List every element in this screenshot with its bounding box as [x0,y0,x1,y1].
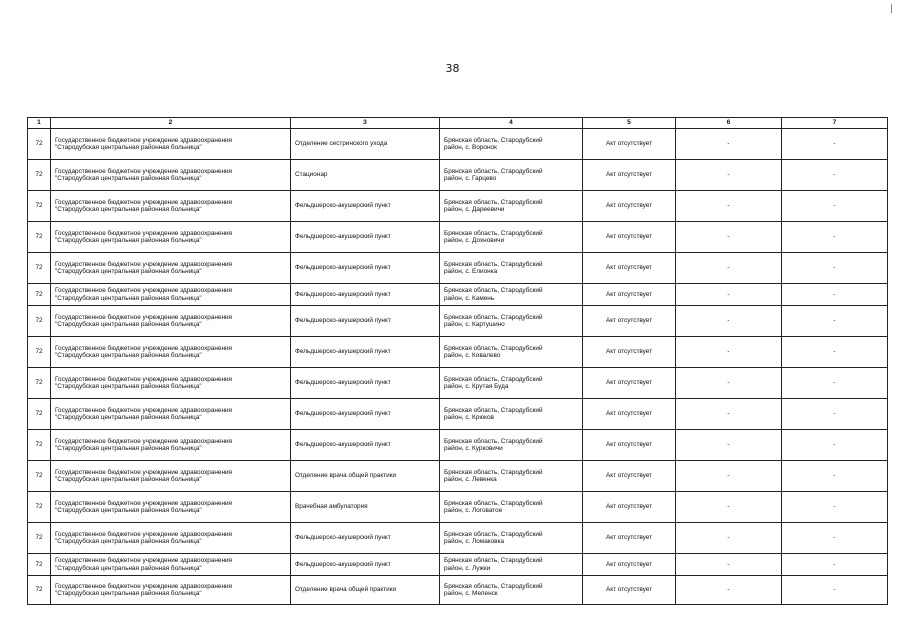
row-number-cell-text: 72 [35,534,43,542]
unit-cell-text: Фельдшерско-акушерский пункт [295,202,391,210]
column-7-cell [782,461,888,492]
table-row [28,576,888,605]
act-status-cell [583,191,676,222]
row-number-cell-text: 72 [35,171,43,179]
unit-cell-text: Фельдшерско-акушерский пункт [295,534,391,542]
address-cell-text: район, с. Гарцево [444,175,497,182]
column-6-cell [676,191,782,222]
row-number-cell [28,554,51,576]
act-status-cell-text: Акт отсутствует [605,586,653,594]
act-status-cell-text: Акт отсутствует [605,379,653,387]
column-6-cell-text: - [727,264,730,272]
act-status-cell [583,399,676,430]
column-6-cell-text: - [727,472,730,480]
unit-cell [291,523,440,554]
act-status-cell [583,253,676,284]
act-status-cell-text: Акт отсутствует [605,472,653,480]
address-cell-text: Брянская область, Стародубский [444,313,543,321]
column-7-cell-text: - [833,586,836,594]
column-7-cell-text: - [833,171,836,179]
address-cell-text: район, с. Ковалево [444,352,501,359]
unit-cell [291,253,440,284]
address-cell [440,160,583,191]
column-6-cell [676,306,782,337]
table-row [28,461,888,492]
organization-cell [51,284,291,306]
act-status-cell-text: Акт отсутствует [605,171,653,179]
unit-cell-text: Отделение врача общей практики [295,586,397,594]
column-6-cell-text: - [727,410,730,418]
act-status-cell [583,368,676,399]
table-row [28,306,888,337]
organization-cell-text: Государственное бюджетное учреждение здравоохранения [55,375,233,383]
column-7-cell-text: - [833,348,836,356]
unit-cell [291,129,440,160]
address-cell-text: район, с. Курковичи [444,445,503,452]
address-cell-text: район, с. Камень [444,294,495,302]
column-6-cell-text: - [727,503,730,511]
act-status-cell [583,430,676,461]
row-number-cell-text: 72 [35,560,43,568]
organization-cell-text: "Стародубская центральная районная больница" [55,564,202,572]
organization-cell-text: "Стародубская центральная районная больница" [55,383,202,390]
row-number-cell-text: 72 [35,202,43,210]
address-cell-text: Брянская область, Стародубский [444,582,543,590]
address-cell [440,253,583,284]
column-7-cell [782,576,888,605]
address-cell-text: район, с. Картушино [444,321,505,328]
organization-cell-text: "Стародубская центральная районная больница" [55,237,202,244]
organization-cell-text: Государственное бюджетное учреждение здравоохранения [55,582,233,590]
unit-cell-text: Отделение врача общей практики [295,472,397,480]
row-number-cell-text: 72 [35,503,43,511]
address-cell [440,492,583,523]
row-number-cell [28,222,51,253]
unit-cell [291,368,440,399]
column-7-cell [782,129,888,160]
row-number-cell [28,191,51,222]
unit-cell-text: Врачебная амбулатория [295,503,368,511]
unit-cell-text: Фельдшерско-акушерский пункт [295,290,391,298]
row-number-cell [28,129,51,160]
act-status-cell [583,576,676,605]
address-cell-text: Брянская область, Стародубский [444,530,543,538]
address-cell-text: Брянская область, Стародубский [444,375,543,383]
act-status-cell-text: Акт отсутствует [605,410,653,418]
address-cell-text: район, с. Ломаковка [444,538,505,545]
row-number-cell-text: 72 [35,441,43,449]
column-7-cell [782,554,888,576]
address-cell-text: район, с. Крутая Буда [444,383,509,390]
address-cell-text: Брянская область, Стародубский [444,136,543,144]
row-number-cell-text: 72 [35,348,43,356]
unit-cell [291,554,440,576]
row-number-cell [28,160,51,191]
column-header: 4 [440,118,583,129]
act-status-cell-text: Акт отсутствует [605,140,653,148]
act-status-cell-text: Акт отсутствует [605,317,653,325]
column-7-cell-text: - [833,290,836,298]
address-cell-text: Брянская область, Стародубский [444,406,543,414]
row-number-cell-text: 72 [35,379,43,387]
column-header: 5 [583,118,676,129]
column-7-cell-text: - [833,560,836,568]
organization-cell-text: "Стародубская центральная районная больница" [55,294,202,302]
row-number-cell-text: 72 [35,586,43,594]
organization-cell-text: Государственное бюджетное учреждение здравоохранения [55,136,233,144]
column-7-cell [782,160,888,191]
row-number-cell [28,399,51,430]
row-number-cell [28,284,51,306]
column-7-cell [782,399,888,430]
organization-cell-text: "Стародубская центральная районная больница" [55,476,202,483]
table-row [28,129,888,160]
unit-cell-text: Фельдшерско-акушерский пункт [295,410,391,418]
column-6-cell [676,523,782,554]
unit-cell-text: Фельдшерско-акушерский пункт [295,348,391,356]
row-number-cell [28,492,51,523]
address-cell-text: Брянская область, Стародубский [444,344,543,352]
act-status-cell [583,523,676,554]
organization-cell [51,554,291,576]
row-number-cell-text: 72 [35,140,43,148]
organization-cell-text: Государственное бюджетное учреждение здравоохранения [55,198,233,206]
row-number-cell [28,306,51,337]
address-cell-text: район, с. Воронок [444,144,497,151]
column-6-cell [676,576,782,605]
page-number: 38 [445,62,460,75]
unit-cell [291,191,440,222]
organization-cell-text: "Стародубская центральная районная больница" [55,507,202,514]
unit-cell [291,337,440,368]
address-cell-text: район, с. Дареевичи [444,206,505,213]
address-cell-text: район, с. Крюков [444,414,494,421]
unit-cell [291,576,440,605]
organization-cell-text: "Стародубская центральная районная больница" [55,321,202,328]
address-cell [440,284,583,306]
column-6-cell-text: - [727,290,730,298]
organization-cell [51,306,291,337]
column-header: 6 [676,118,782,129]
column-7-cell-text: - [833,410,836,418]
act-status-cell [583,337,676,368]
organization-cell-text: Государственное бюджетное учреждение здравоохранения [55,260,233,268]
column-6-cell-text: - [727,379,730,387]
row-number-cell [28,576,51,605]
column-6-cell [676,430,782,461]
column-6-cell-text: - [727,586,730,594]
column-7-cell-text: - [833,202,836,210]
column-6-cell [676,129,782,160]
unit-cell-text: Стационар [295,171,328,179]
column-6-cell [676,222,782,253]
organization-cell [51,430,291,461]
column-header: 3 [291,118,440,129]
address-cell [440,576,583,605]
organization-cell-text: Государственное бюджетное учреждение здравоохранения [55,287,233,295]
unit-cell [291,430,440,461]
table-row [28,160,888,191]
act-status-cell-text: Акт отсутствует [605,264,653,272]
address-cell [440,368,583,399]
facilities-table [27,117,888,605]
address-cell [440,523,583,554]
organization-cell [51,129,291,160]
act-status-cell [583,492,676,523]
address-cell [440,461,583,492]
organization-cell [51,523,291,554]
column-7-cell [782,337,888,368]
table-row [28,492,888,523]
organization-cell-text: Государственное бюджетное учреждение здравоохранения [55,167,233,175]
table-row [28,399,888,430]
organization-cell [51,368,291,399]
table-row [28,253,888,284]
organization-cell-text: Государственное бюджетное учреждение здравоохранения [55,437,233,445]
address-cell-text: Брянская область, Стародубский [444,468,543,476]
column-7-cell [782,306,888,337]
act-status-cell-text: Акт отсутствует [605,202,653,210]
row-number-cell [28,430,51,461]
row-number-cell-text: 72 [35,410,43,418]
organization-cell-text: Государственное бюджетное учреждение здравоохранения [55,499,233,507]
act-status-cell [583,222,676,253]
address-cell [440,337,583,368]
table-row [28,222,888,253]
column-6-cell-text: - [727,441,730,449]
column-7-cell [782,430,888,461]
row-number-cell-text: 72 [35,290,43,298]
row-number-cell [28,461,51,492]
unit-cell-text: Фельдшерско-акушерский пункт [295,441,391,449]
organization-cell [51,160,291,191]
unit-cell-text: Фельдшерско-акушерский пункт [295,317,391,325]
column-6-cell-text: - [727,534,730,542]
unit-cell [291,461,440,492]
address-cell-text: Брянская область, Стародубский [444,167,543,175]
organization-cell [51,576,291,605]
address-cell [440,399,583,430]
organization-cell [51,337,291,368]
organization-cell [51,253,291,284]
column-header: 7 [782,118,888,129]
table-row [28,337,888,368]
column-6-cell [676,554,782,576]
address-cell [440,306,583,337]
unit-cell [291,492,440,523]
column-6-cell [676,461,782,492]
act-status-cell [583,284,676,306]
column-7-cell [782,368,888,399]
organization-cell-text: Государственное бюджетное учреждение здравоохранения [55,406,233,414]
organization-cell [51,492,291,523]
organization-cell [51,222,291,253]
act-status-cell-text: Акт отсутствует [605,233,653,241]
column-7-cell-text: - [833,317,836,325]
address-cell [440,430,583,461]
row-number-cell [28,253,51,284]
table-header-row [28,118,888,129]
address-cell-text: район, с. Левенка [444,476,497,483]
column-7-cell-text: - [833,264,836,272]
act-status-cell [583,160,676,191]
organization-cell [51,191,291,222]
unit-cell [291,160,440,191]
row-number-cell-text: 72 [35,317,43,325]
table-row [28,430,888,461]
column-header: 2 [51,118,291,129]
table-row [28,554,888,576]
unit-cell-text: Отделение сестринского ухода [295,140,388,148]
address-cell [440,222,583,253]
row-number-cell [28,337,51,368]
column-6-cell-text: - [727,171,730,179]
organization-cell-text: "Стародубская центральная районная больница" [55,538,202,545]
unit-cell [291,222,440,253]
row-number-cell-text: 72 [35,264,43,272]
column-6-cell-text: - [727,233,730,241]
organization-cell-text: Государственное бюджетное учреждение здравоохранения [55,530,233,538]
address-cell-text: Брянская область, Стародубский [444,499,543,507]
organization-cell-text: Государственное бюджетное учреждение здравоохранения [55,344,233,352]
address-cell [440,554,583,576]
table-row [28,284,888,306]
column-7-cell-text: - [833,441,836,449]
column-6-cell-text: - [727,348,730,356]
address-cell-text: Брянская область, Стародубский [444,229,543,237]
column-7-cell-text: - [833,379,836,387]
act-status-cell [583,306,676,337]
act-status-cell-text: Акт отсутствует [605,290,653,298]
act-status-cell-text: Акт отсутствует [605,348,653,356]
column-6-cell [676,284,782,306]
organization-cell-text: "Стародубская центральная районная больница" [55,206,202,213]
organization-cell-text: "Стародубская центральная районная больница" [55,414,202,421]
act-status-cell [583,461,676,492]
address-cell-text: район, с. Дохновичи [444,237,505,244]
column-header: 1 [28,118,51,129]
unit-cell [291,306,440,337]
column-7-cell [782,284,888,306]
organization-cell-text: Государственное бюджетное учреждение здравоохранения [55,313,233,321]
address-cell-text: Брянская область, Стародубский [444,557,543,565]
organization-cell-text: Государственное бюджетное учреждение здравоохранения [55,557,233,565]
column-7-cell-text: - [833,140,836,148]
address-cell-text: район, с. Лужки [444,564,491,572]
column-7-cell-text: - [833,503,836,511]
organization-cell-text: "Стародубская центральная районная больница" [55,268,202,275]
organization-cell-text: "Стародубская центральная районная больница" [55,175,202,182]
column-7-cell [782,523,888,554]
page-edge-mark [891,4,892,13]
act-status-cell [583,554,676,576]
address-cell [440,191,583,222]
act-status-cell-text: Акт отсутствует [605,441,653,449]
address-cell-text: Брянская область, Стародубский [444,287,543,295]
column-7-cell-text: - [833,233,836,241]
column-7-cell [782,253,888,284]
unit-cell [291,284,440,306]
act-status-cell-text: Акт отсутствует [605,534,653,542]
column-6-cell [676,399,782,430]
table-row [28,368,888,399]
row-number-cell-text: 72 [35,472,43,480]
organization-cell-text: Государственное бюджетное учреждение здравоохранения [55,468,233,476]
table-row [28,191,888,222]
unit-cell-text: Фельдшерско-акушерский пункт [295,264,391,272]
organization-cell-text: "Стародубская центральная районная больница" [55,590,202,597]
row-number-cell [28,368,51,399]
act-status-cell-text: Акт отсутствует [605,503,653,511]
address-cell-text: Брянская область, Стародубский [444,260,543,268]
column-6-cell-text: - [727,140,730,148]
column-7-cell [782,492,888,523]
column-6-cell [676,337,782,368]
column-6-cell-text: - [727,317,730,325]
address-cell-text: Брянская область, Стародубский [444,437,543,445]
address-cell-text: район, с. Елионка [444,268,498,275]
row-number-cell-text: 72 [35,233,43,241]
organization-cell-text: "Стародубская центральная районная больница" [55,144,202,151]
column-6-cell-text: - [727,560,730,568]
column-7-cell-text: - [833,534,836,542]
column-7-cell-text: - [833,472,836,480]
address-cell-text: район, с. Логоватое [444,507,503,514]
column-7-cell [782,191,888,222]
table-row [28,523,888,554]
column-6-cell [676,160,782,191]
unit-cell [291,399,440,430]
organization-cell-text: Государственное бюджетное учреждение здравоохранения [55,229,233,237]
address-cell-text: Брянская область, Стародубский [444,198,543,206]
address-cell [440,129,583,160]
organization-cell-text: "Стародубская центральная районная больница" [55,445,202,452]
organization-cell [51,399,291,430]
column-6-cell [676,492,782,523]
column-6-cell [676,253,782,284]
organization-cell [51,461,291,492]
act-status-cell-text: Акт отсутствует [605,560,653,568]
address-cell-text: район, с. Меленск [444,590,498,597]
unit-cell-text: Фельдшерско-акушерский пункт [295,379,391,387]
organization-cell-text: "Стародубская центральная районная больница" [55,352,202,359]
column-6-cell [676,368,782,399]
column-7-cell [782,222,888,253]
column-6-cell-text: - [727,202,730,210]
act-status-cell [583,129,676,160]
unit-cell-text: Фельдшерско-акушерский пункт [295,233,391,241]
row-number-cell [28,523,51,554]
unit-cell-text: Фельдшерско-акушерский пункт [295,560,391,568]
